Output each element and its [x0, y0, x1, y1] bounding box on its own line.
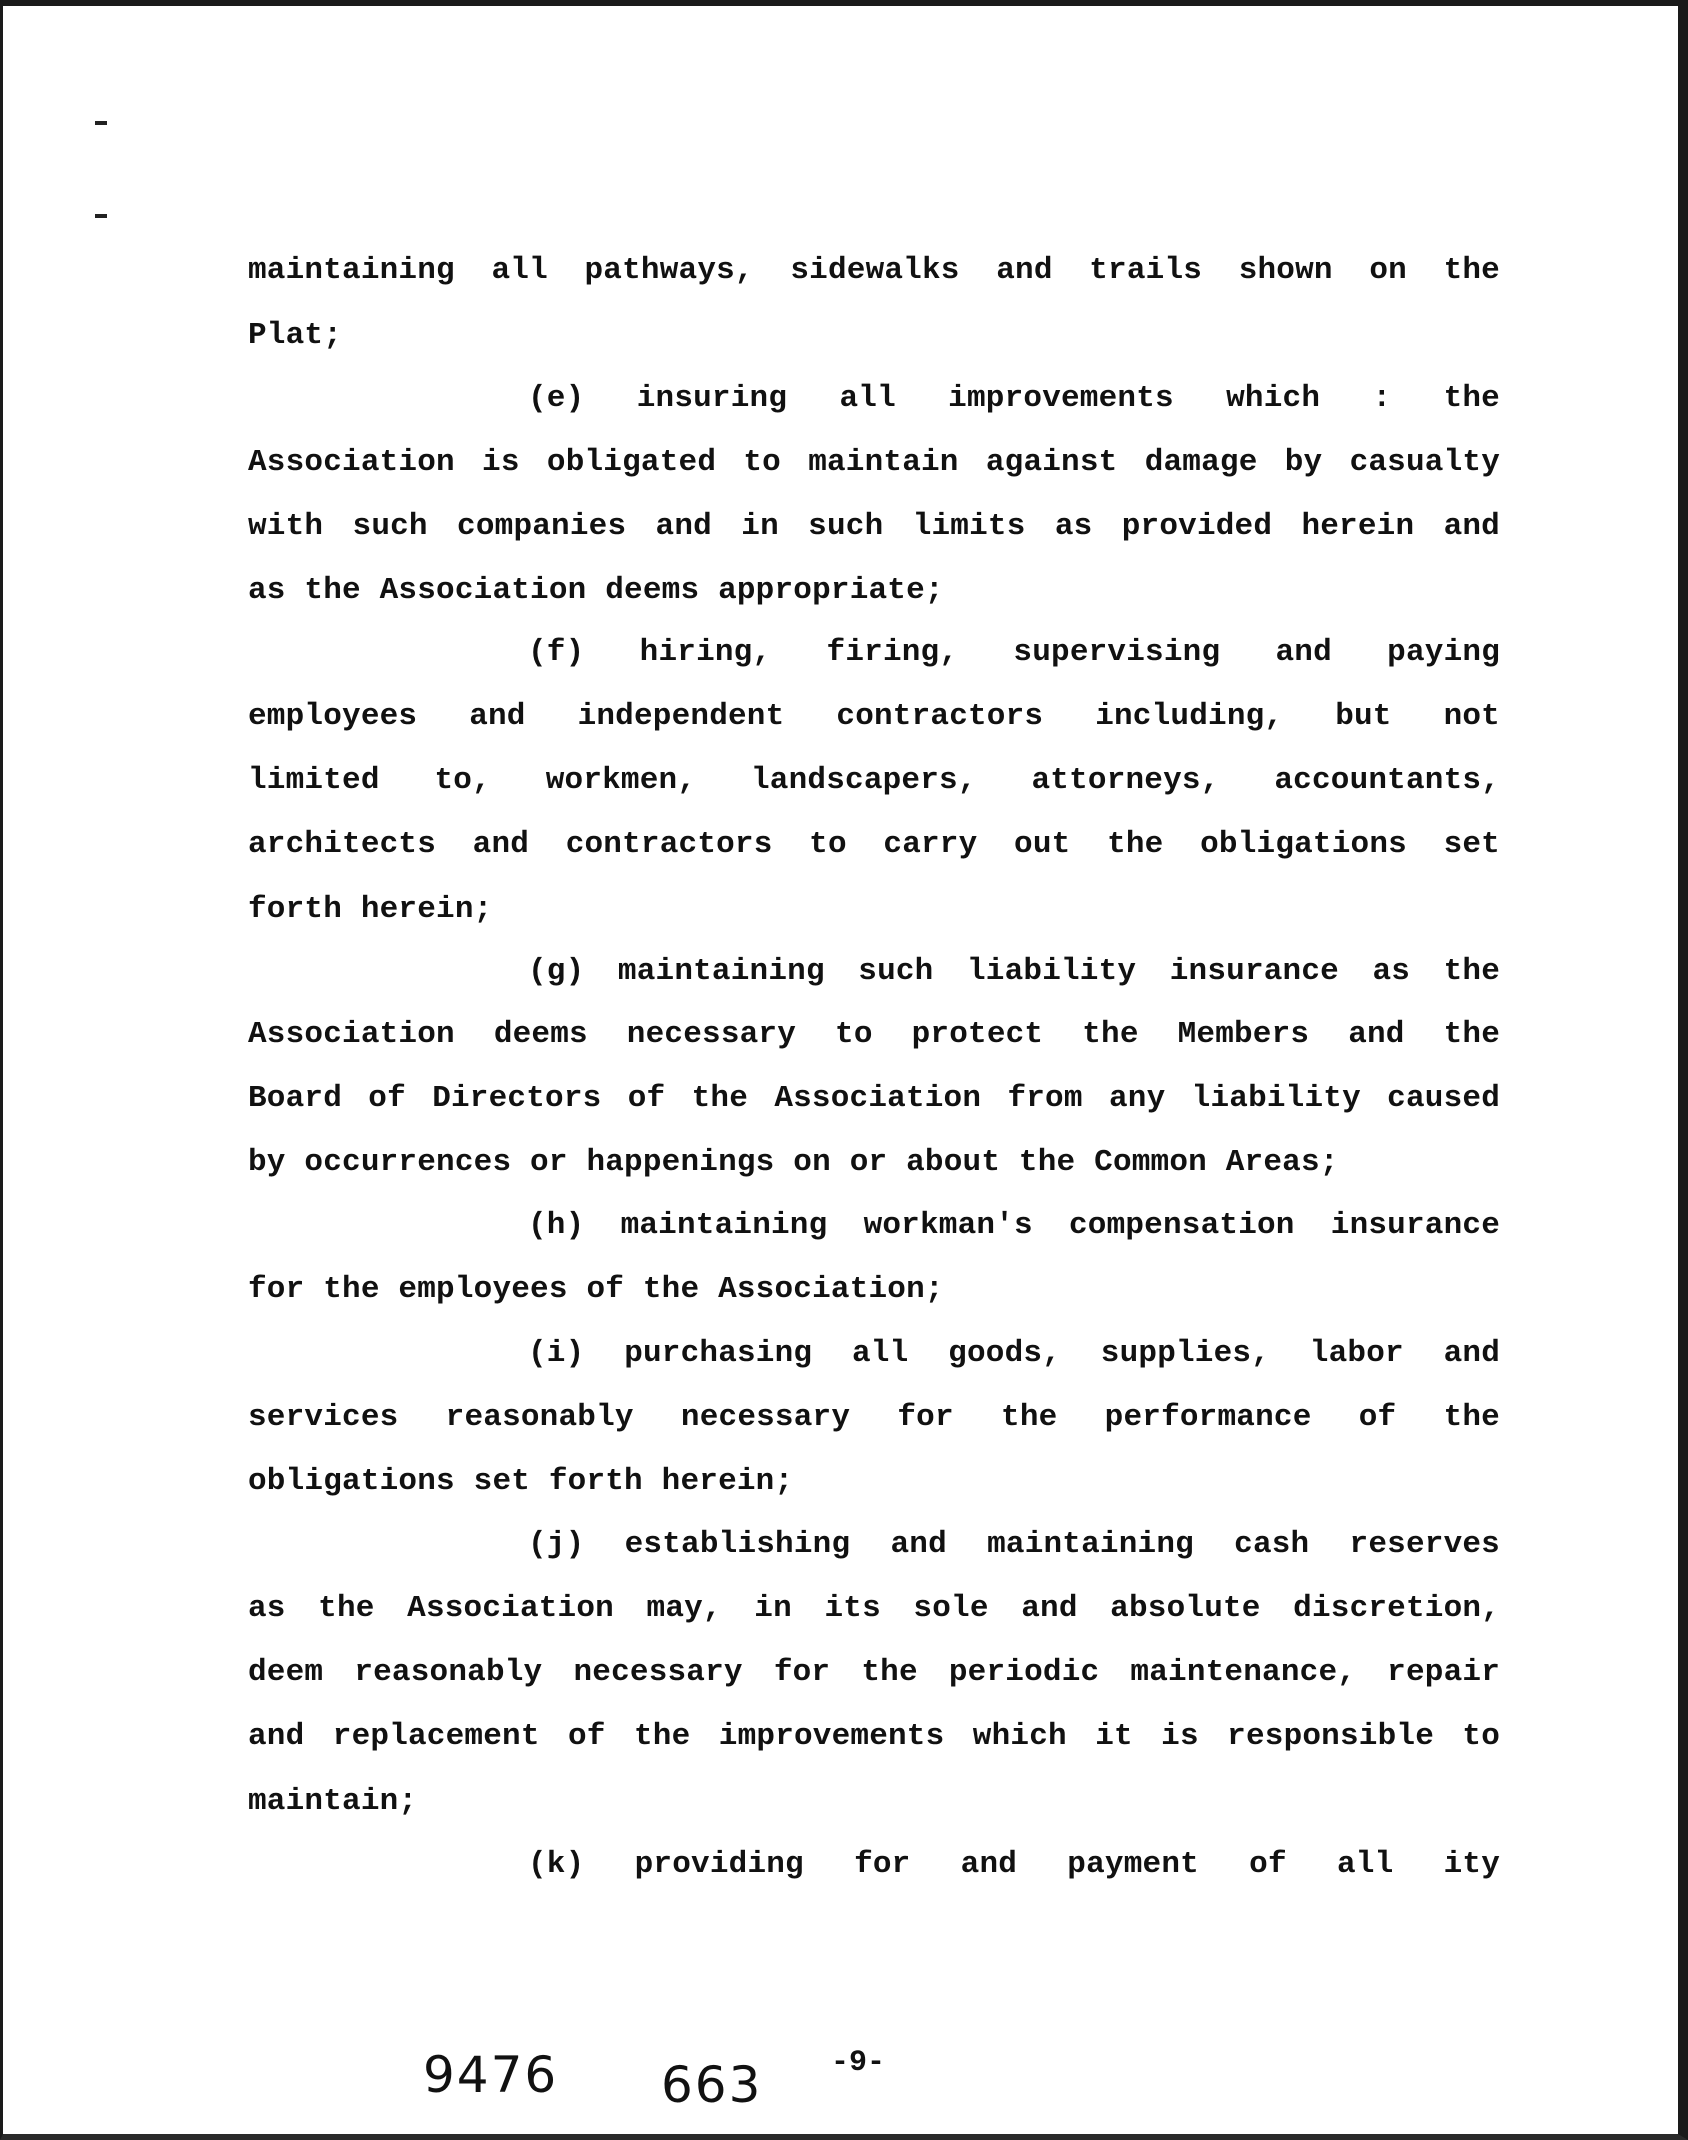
text-line: forth herein;	[248, 892, 493, 927]
text-line: (e) insuring all improvements which : the	[528, 381, 1500, 416]
text-line: as the Association may, in its sole and absolute discretion,	[248, 1591, 1500, 1626]
scan-mark	[95, 121, 107, 125]
text-line: architects and contractors to carry out the obligations set	[248, 827, 1500, 862]
book-number: 9476	[423, 2046, 559, 2104]
scan-mark	[95, 214, 107, 218]
text-line: Association deems necessary to protect the Members and the	[248, 1017, 1500, 1052]
page-reference: 663	[661, 2056, 763, 2114]
text-line: (h) maintaining workman's compensation insurance	[528, 1208, 1500, 1243]
text-line: obligations set forth herein;	[248, 1464, 794, 1499]
text-line: (j) establishing and maintaining cash reserves	[528, 1527, 1500, 1562]
text-line: with such companies and in such limits as provided herein and	[248, 509, 1500, 544]
text-line: (k) providing for and payment of all ity	[528, 1847, 1500, 1882]
page-number: -9-	[831, 2046, 886, 2080]
text-line: and replacement of the improvements which it is responsible to	[248, 1719, 1500, 1754]
text-line: (i) purchasing all goods, supplies, labor and	[528, 1336, 1500, 1371]
text-line: maintain;	[248, 1784, 418, 1819]
text-line: (g) maintaining such liability insurance as the	[528, 954, 1500, 989]
text-line: Board of Directors of the Association from any liability caused	[248, 1081, 1500, 1116]
text-line: Plat;	[248, 318, 343, 353]
text-line: (f) hiring, firing, supervising and paying	[528, 635, 1500, 670]
text-line: as the Association deems appropriate;	[248, 573, 944, 608]
text-line: limited to, workmen, landscapers, attorneys, accountants,	[248, 763, 1500, 798]
text-line: by occurrences or happenings on or about the Common Areas;	[248, 1145, 1339, 1180]
text-line: employees and independent contractors including, but not	[248, 699, 1500, 734]
text-line: for the employees of the Association;	[248, 1272, 944, 1307]
text-line: deem reasonably necessary for the periodic maintenance, repair	[248, 1655, 1500, 1690]
text-line: services reasonably necessary for the performance of the	[248, 1400, 1500, 1435]
text-line: maintaining all pathways, sidewalks and trails shown on the	[248, 253, 1500, 288]
text-line: Association is obligated to maintain against damage by casualty	[248, 445, 1500, 480]
